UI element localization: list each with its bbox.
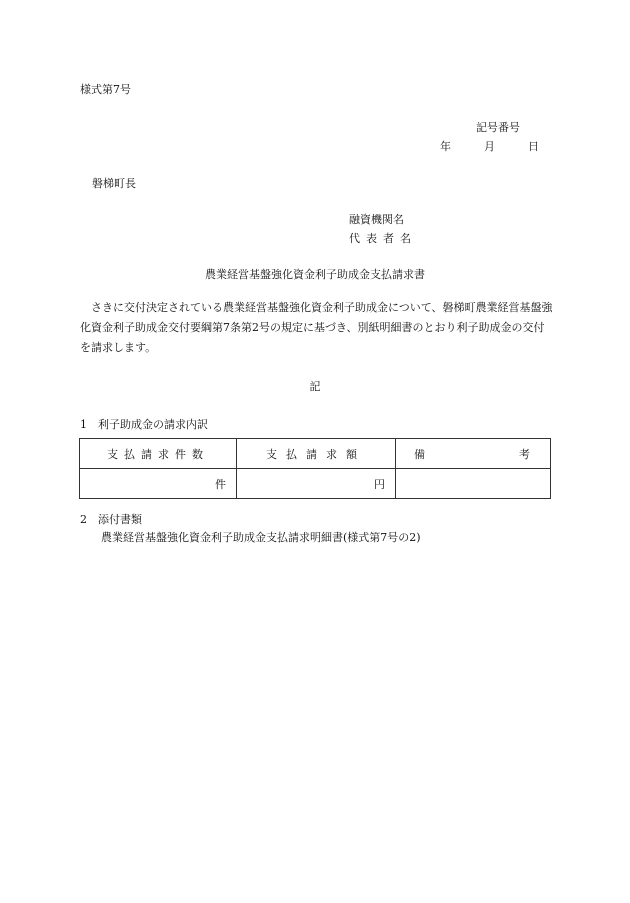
- request-table: [79, 438, 551, 499]
- form-number: 様式第7号: [80, 83, 131, 96]
- section2-heading: 2 添付書類: [80, 513, 142, 526]
- table-row: [80, 469, 551, 499]
- date-year: 年: [440, 140, 451, 153]
- header-remarks-right: 考: [519, 447, 530, 461]
- cell-remarks: [396, 469, 551, 499]
- table-header-row: [80, 439, 551, 469]
- header-remarks-left: 備: [414, 447, 425, 461]
- section1-heading: 1 利子助成金の請求内訳: [80, 418, 208, 431]
- body-paragraph: さきに交付決定されている農業経営基盤強化資金利子助成金について、磐梯町農業経営基盤強化資金利子助成金交付要綱第7条第2号の規定に基づき、別紙明細書のとおり利子助成金の交付を請求します。: [80, 301, 553, 354]
- lender-name-label: 融資機関名: [349, 213, 404, 226]
- header-count: 支払請求件数: [80, 439, 237, 469]
- addressee: 磐梯町長: [92, 177, 136, 190]
- date-day: 日: [528, 140, 539, 153]
- date-line: [440, 138, 539, 154]
- date-month: 月: [484, 140, 495, 153]
- document-title: 農業経営基盤強化資金利子助成金支払請求書: [205, 268, 425, 281]
- attachment-item: 農業経営基盤強化資金利子助成金支払請求明細書(様式第7号の2): [101, 531, 421, 544]
- cell-count: 件: [80, 469, 237, 499]
- representative-label: 代表者名: [349, 232, 417, 245]
- reference-number-label: 記号番号: [476, 121, 520, 134]
- ki-marker: 記: [309, 380, 321, 393]
- header-remarks: [396, 439, 551, 469]
- header-amount: 支払請求額: [237, 439, 396, 469]
- cell-amount: 円: [237, 469, 396, 499]
